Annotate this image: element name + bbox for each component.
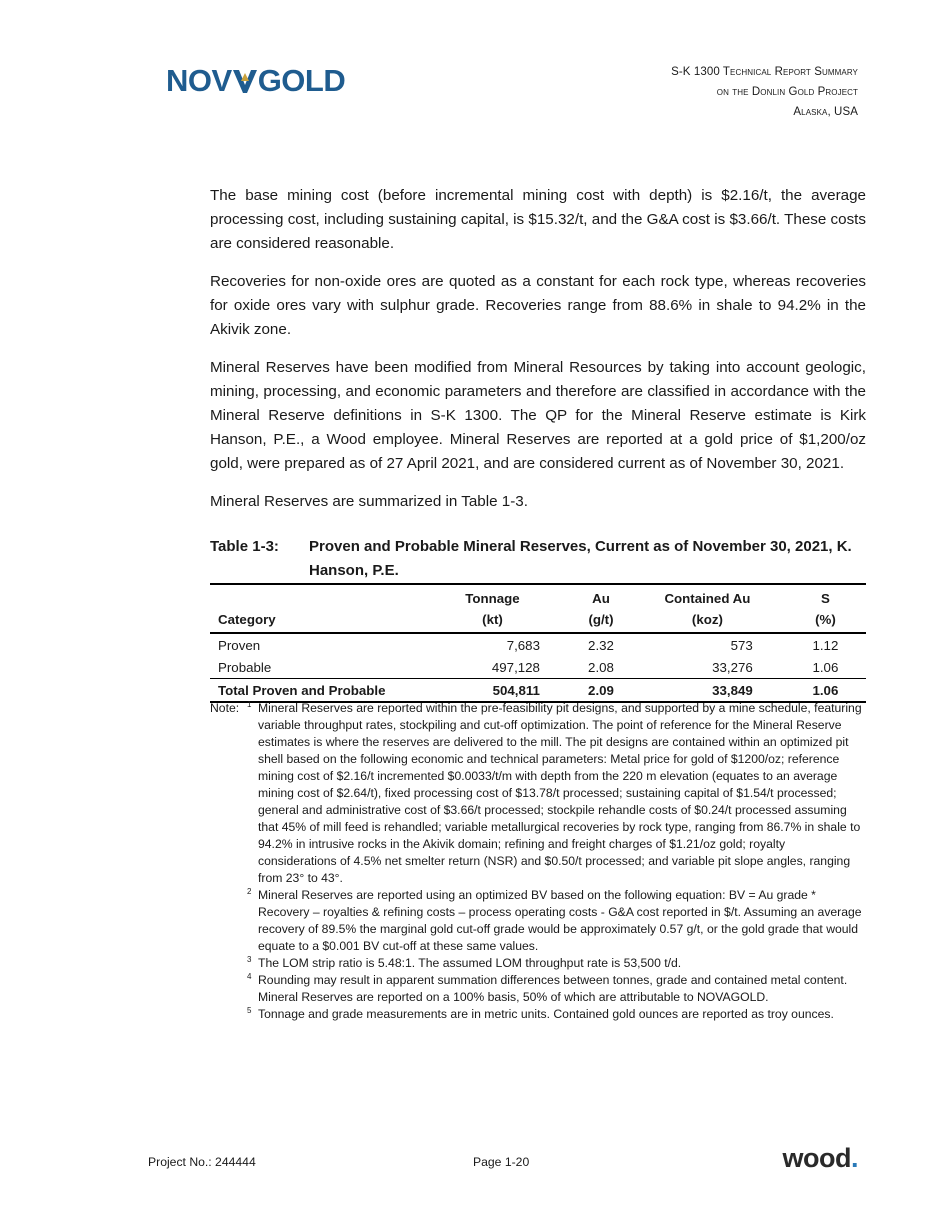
- page-number: Page 1-20: [473, 1155, 530, 1169]
- note-text: Mineral Reserves are reported using an optimized BV based on the following equation: BV = Au grade * Recovery – royalties & refining costs – process operating costs - G&A cost reported in $/t. Assuming an average recovery of 89.5% the marginal gold cut-off grade would be approximately 0.57 g/t, or the gold grade that would equate to a $0.001 BV cut-off at these same values.: [258, 888, 862, 953]
- note-number: 1: [247, 700, 252, 709]
- table-header-row-1: [210, 584, 866, 609]
- table-cell: 7,683: [506, 638, 540, 653]
- header-cell: [210, 584, 437, 609]
- header-cell: (koz): [654, 609, 785, 633]
- table-cell: 2.09: [548, 679, 654, 703]
- paragraph-2: Recoveries for non-oxide ores are quoted as a constant for each rock type, whereas recoveries for oxide ores vary with sulphur grade. Recoveries range from 88.6% in shale to 94.2% in the Akivik zone.: [210, 273, 866, 338]
- header-cell: (%): [785, 609, 866, 633]
- table-cell: 1.06: [785, 679, 866, 703]
- note-number: 5: [247, 1006, 252, 1015]
- note-item: [210, 1006, 866, 1023]
- table-cell: Probable: [218, 660, 272, 675]
- note-number: 2: [247, 887, 252, 896]
- header-cell: Contained Au: [654, 584, 785, 609]
- table-header-row-2: [210, 609, 866, 633]
- wood-logo-dot: .: [850, 1143, 858, 1173]
- paragraph-1: The base mining cost (before incremental mining cost with depth) is $2.16/t, the average processing cost, including sustaining capital, is $15.32/t, and the G&A cost is $3.66/t. These costs are considered reasonable.: [210, 187, 866, 252]
- table-cell: 2.32: [588, 638, 614, 653]
- header-line-2: on the Donlin Gold Project: [716, 86, 858, 98]
- table-cell: Proven: [218, 638, 261, 653]
- wood-logo: [783, 1143, 859, 1174]
- logo-text-left: NOV: [166, 63, 232, 98]
- note-item: [210, 955, 866, 972]
- table-row: [210, 633, 866, 656]
- note-text: Tonnage and grade measurements are in metric units. Contained gold ounces are reported as troy ounces.: [258, 1007, 834, 1021]
- novagold-logo: [166, 63, 346, 98]
- header-cell: (kt): [437, 609, 548, 633]
- logo-text-right: GOLD: [257, 63, 346, 98]
- header-cell: Tonnage: [437, 584, 548, 609]
- header-cell: (g/t): [548, 609, 654, 633]
- paragraph-3-block: [210, 356, 866, 476]
- table-cell: 573: [730, 638, 753, 653]
- table-total-row: [210, 679, 866, 703]
- header-line-1: S-K 1300 Technical Report Summary: [671, 66, 858, 78]
- note-number: 4: [247, 972, 252, 981]
- note-text: Rounding may result in apparent summation differences between tonnes, grade and contained metal content. Mineral Reserves are reported on a 100% basis, 50% of which are attributable to NOVAGOLD.: [258, 973, 848, 1004]
- table-cell: 1.06: [812, 660, 839, 675]
- paragraph-2-block: [210, 270, 866, 342]
- note-number: 3: [247, 955, 252, 964]
- note-item: [210, 700, 866, 887]
- table-notes: [210, 700, 866, 1023]
- paragraph-4-block: [210, 490, 866, 514]
- table-cell: Total Proven and Probable: [210, 679, 437, 703]
- table-cell: 2.08: [588, 660, 614, 675]
- note-text: The LOM strip ratio is 5.48:1. The assumed LOM throughput rate is 53,500 t/d.: [258, 956, 682, 970]
- header-cell: Category: [210, 609, 437, 633]
- table-caption: [210, 535, 866, 583]
- notes-label: Note:: [210, 701, 240, 715]
- note-text: Mineral Reserves are reported within the pre-feasibility pit designs, and supported by a mine schedule, featuring variable throughput rates, stockpiling and cut-off optimization. The point of reference for the Mineral Reserve estimates is where the reserves are delivered to the mill. The pit designs are contained within an optimized pit shell based on the following economic and technical parameters: Metal price for gold of $1200/oz; reference mining cost of $2.16/t incremented $0.0033/t/m with depth from the 220 m elevation (equates to an average mining cost of $2.64/t), fixed processing cost of $13.78/t processed; sustaining capital of $1.54/t processed; general and administrative cost of $3.66/t processed; stockpile rehandle costs of $0.24/t processed assuming that 45% of mill feed is rehandled; variable metallurgical recoveries by rock type, ranging from 86.7% in shale to 94.2% in intrusive rocks in the Akivik domain; refining and freight charges of $1.21/oz gold; royalty considerations of 4.5% net smelter return (NSR) and $0.50/t processed; and variable pit slope angles, ranging from 23° to 43°.: [258, 701, 862, 885]
- reserves-table: [210, 583, 866, 703]
- paragraph-1-block: [210, 184, 866, 256]
- header-cell: S: [785, 584, 866, 609]
- note-item: [210, 887, 866, 955]
- wood-logo-text: wood: [782, 1143, 851, 1173]
- table-cell: 33,276: [712, 660, 753, 675]
- table-title: Proven and Probable Mineral Reserves, Current as of November 30, 2021, K. Hanson, P.E.: [309, 538, 852, 579]
- header-cell: Au: [548, 584, 654, 609]
- table-number: Table 1-3:: [210, 538, 279, 555]
- project-number: Project No.: 244444: [148, 1155, 256, 1169]
- report-header: [671, 62, 858, 122]
- note-item: [210, 972, 866, 1006]
- table-cell: 1.12: [812, 638, 839, 653]
- header-line-3: Alaska, USA: [793, 106, 858, 118]
- logo-a-icon: [232, 66, 258, 92]
- table-cell: 504,811: [437, 679, 548, 703]
- table-cell: 33,849: [654, 679, 785, 703]
- table-row: [210, 656, 866, 679]
- table-cell: 497,128: [491, 660, 540, 675]
- paragraph-3: Mineral Reserves have been modified from Mineral Resources by taking into account geologic, mining, processing, and economic parameters and therefore are classified in accordance with the Mineral Reserve definitions in S-K 1300. The QP for the Mineral Reserve estimate is Kirk Hanson, P.E., a Wood employee. Mineral Reserves are reported at a gold price of $1,200/oz gold, were prepared as of 27 April 2021, and are considered current as of November 30, 2021.: [210, 359, 866, 472]
- paragraph-4: Mineral Reserves are summarized in Table 1-3.: [210, 493, 528, 510]
